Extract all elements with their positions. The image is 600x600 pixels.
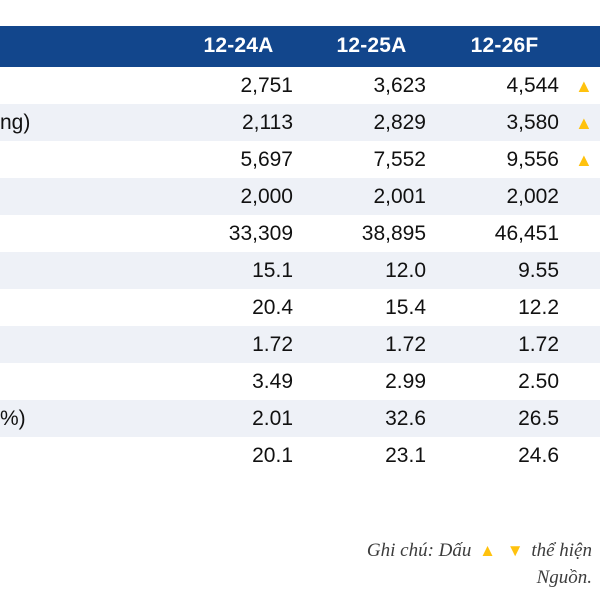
triangle-up-icon: ▲: [575, 112, 593, 133]
table-footnote: [0, 537, 600, 592]
cell-value: 4,544: [506, 73, 559, 97]
row-label: [0, 215, 172, 252]
cell-value: 1.72: [305, 326, 438, 363]
cell-value: 20.4: [252, 295, 293, 319]
trend-marker-cell: [571, 141, 600, 178]
row-label: [0, 363, 172, 400]
cell-value: 26.5: [438, 400, 571, 437]
triangle-up-icon: ▲: [575, 149, 593, 170]
forecast-table: [0, 26, 600, 474]
cell-value: 24.6: [518, 443, 559, 467]
table-row: [0, 400, 600, 437]
column-header-12-26f: 12-26F: [438, 26, 571, 67]
cell-value: 7,552: [373, 147, 426, 171]
row-label: [0, 437, 172, 474]
cell-value: 33,309: [228, 221, 293, 245]
table-row: [0, 437, 600, 474]
footnote-line: [0, 537, 592, 565]
cell-value: 3,580: [438, 104, 571, 141]
row-label: [0, 178, 172, 215]
cell-value: 20.1: [252, 443, 293, 467]
table-row: [0, 215, 600, 252]
column-header-label: [0, 26, 172, 67]
table-row: [0, 67, 600, 104]
cell-value: 3.49: [252, 369, 293, 393]
trend-marker-cell: [571, 363, 600, 400]
cell-value: 12.0: [305, 252, 438, 289]
table-row: [0, 252, 600, 289]
triangle-up-icon: ▲: [479, 540, 496, 560]
cell-value: 46,451: [494, 221, 559, 245]
cell-value: 2,001: [305, 178, 438, 215]
cell-value: 2.50: [518, 369, 559, 393]
trend-marker-cell: [571, 400, 600, 437]
cell-value: 9.55: [438, 252, 571, 289]
table-row: [0, 178, 600, 215]
row-label: [0, 67, 172, 104]
cell-value: 2.99: [385, 369, 426, 393]
table-body: [0, 67, 600, 474]
trend-marker-cell: [571, 326, 600, 363]
row-label: [0, 326, 172, 363]
trend-marker-cell: [571, 215, 600, 252]
cell-value: 5,697: [240, 147, 293, 171]
cell-value: 15.4: [385, 295, 426, 319]
footnote-source: Nguồn.: [536, 567, 592, 589]
cell-value: 38,895: [361, 221, 426, 245]
cell-value: 1.72: [172, 326, 305, 363]
cell-value: 2,002: [438, 178, 571, 215]
table-row: [0, 104, 600, 141]
cell-value: 2,000: [172, 178, 305, 215]
top-margin: [0, 0, 600, 26]
trend-marker-cell: [571, 252, 600, 289]
table-row: [0, 326, 600, 363]
trend-marker-cell: [571, 437, 600, 474]
cell-value: 1.72: [438, 326, 571, 363]
cell-value: 2.01: [172, 400, 305, 437]
table-row: [0, 363, 600, 400]
cell-value: 23.1: [385, 443, 426, 467]
row-label: [0, 252, 172, 289]
table-header-row: [0, 26, 600, 67]
footnote-suffix: thể hiện: [531, 539, 592, 561]
row-label: [0, 141, 172, 178]
table-row: [0, 289, 600, 326]
footnote-prefix: Ghi chú: Dấu: [366, 539, 472, 561]
triangle-up-icon: ▲: [575, 75, 593, 96]
cell-value: 2,113: [172, 104, 305, 141]
column-header-12-25a: 12-25A: [305, 26, 438, 67]
trend-marker-cell: [571, 289, 600, 326]
cell-value: 32.6: [305, 400, 438, 437]
triangle-down-icon: ▼: [506, 540, 524, 560]
table-row: [0, 141, 600, 178]
column-header-marker: [571, 26, 600, 67]
row-label: [0, 289, 172, 326]
cell-value: 9,556: [506, 147, 559, 171]
table-header: [0, 26, 600, 67]
row-label: ng): [0, 104, 172, 141]
cell-value: 15.1: [172, 252, 305, 289]
row-label: %): [0, 400, 172, 437]
column-header-12-24a: 12-24A: [172, 26, 305, 67]
cell-value: 3,623: [373, 73, 426, 97]
cell-value: 2,751: [240, 73, 293, 97]
trend-marker-cell: [571, 104, 600, 141]
trend-marker-cell: [571, 67, 600, 104]
trend-marker-cell: [571, 178, 600, 215]
cell-value: 2,829: [305, 104, 438, 141]
cell-value: 12.2: [518, 295, 559, 319]
